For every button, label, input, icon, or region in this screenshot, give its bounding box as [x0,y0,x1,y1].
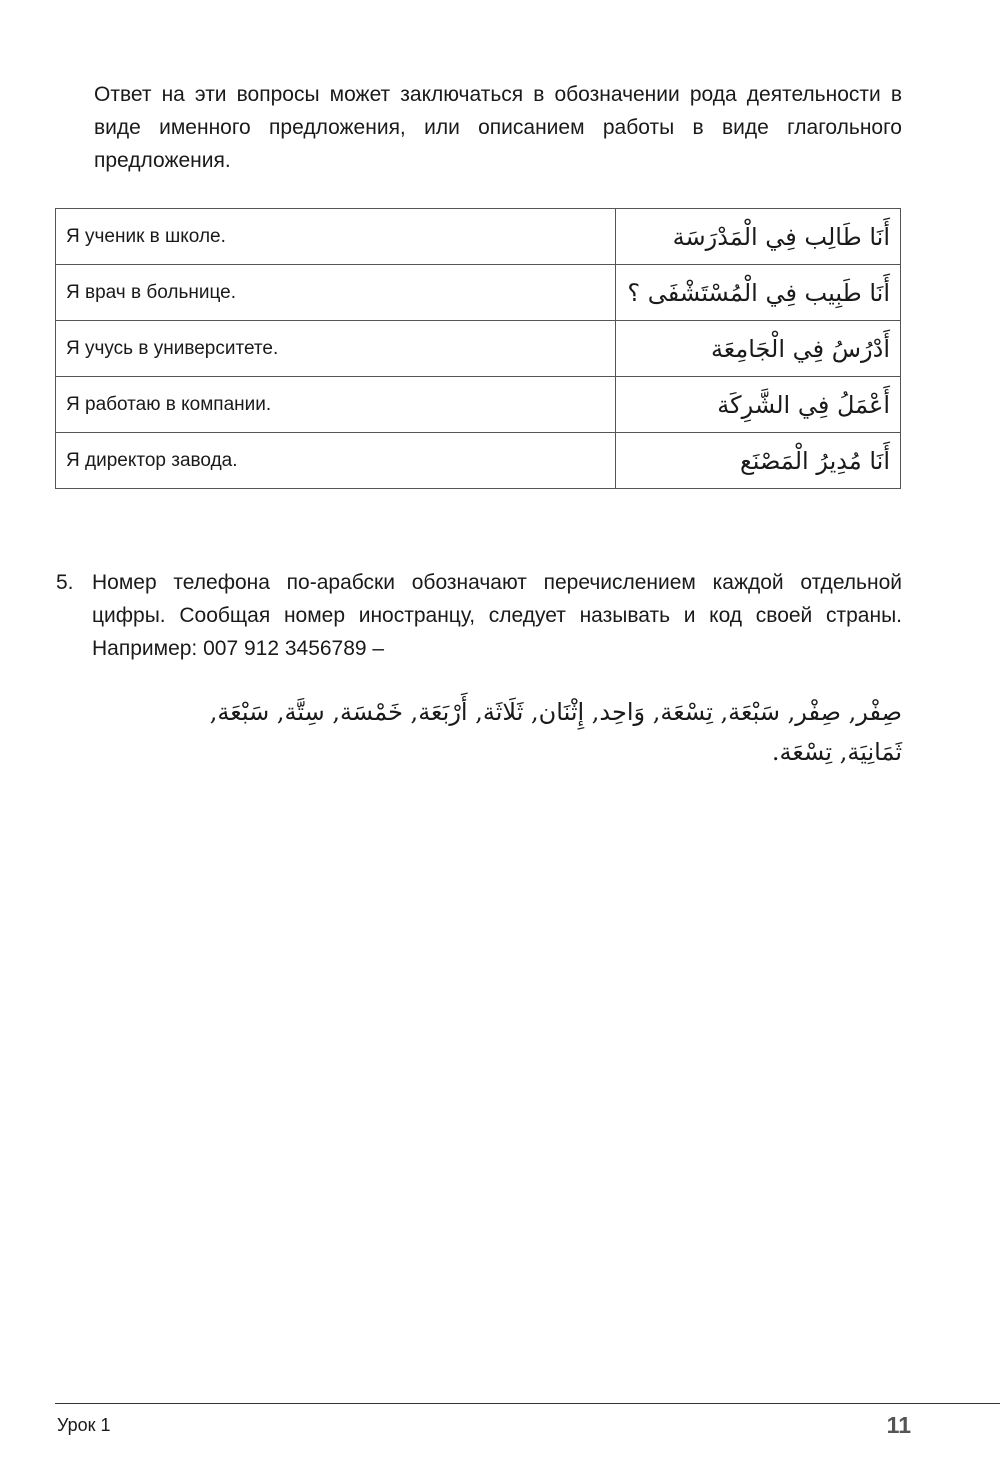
arabic-phrase: أَدْرُسُ فِي الْجَامِعَة [616,321,901,377]
russian-phrase: Я работаю в компании. [56,377,616,433]
arabic-phrase: أَنَا طَبِيب فِي الْمُسْتَشْفَى ؟ [616,265,901,321]
list-item-5 [56,566,902,665]
page-number: 11 [886,1412,911,1438]
russian-phrase: Я врач в больнице. [56,265,616,321]
table-row [56,377,901,433]
table-row [56,209,901,265]
russian-phrase: Я ученик в школе. [56,209,616,265]
item-text: Номер телефона по-арабски обозначают перечислением каждой отдельной цифры. Сообщая номер иностранцу, следует называть и код своей страны. Например: 007 912 3456789 – [92,571,902,660]
item-number: 5. [56,571,74,594]
arabic-phrase: أَعْمَلُ فِي الشَّرِكَة [616,377,901,433]
footer-lesson-label: Урок 1 [57,1415,111,1435]
russian-phrase: Я учусь в университете. [56,321,616,377]
table-row [56,265,901,321]
footer-divider [55,1403,1000,1404]
russian-phrase: Я директор завода. [56,433,616,489]
table-row [56,321,901,377]
arabic-phrase: أَنَا طَالِب فِي الْمَدْرَسَة [616,209,901,265]
intro-paragraph: Ответ на эти вопросы может заключаться в обозначении рода деятельности в виде именного предложения, или описанием работы в виде глагольного предложения. [94,83,902,172]
table-row [56,433,901,489]
phrases-table [55,208,901,489]
arabic-phrase: أَنَا مُدِيرُ الْمَصْنَع [616,433,901,489]
arabic-digits-example: صِفْر, صِفْر, سَبْعَة, تِسْعَة, وَاحِد, إِثْنَان, ثَلَاثَة, أَرْبَعَة, خَمْسَة, سِتَّة, سَبْعَة, ثَمَانِيَة, تِسْعَة. [209,698,902,766]
